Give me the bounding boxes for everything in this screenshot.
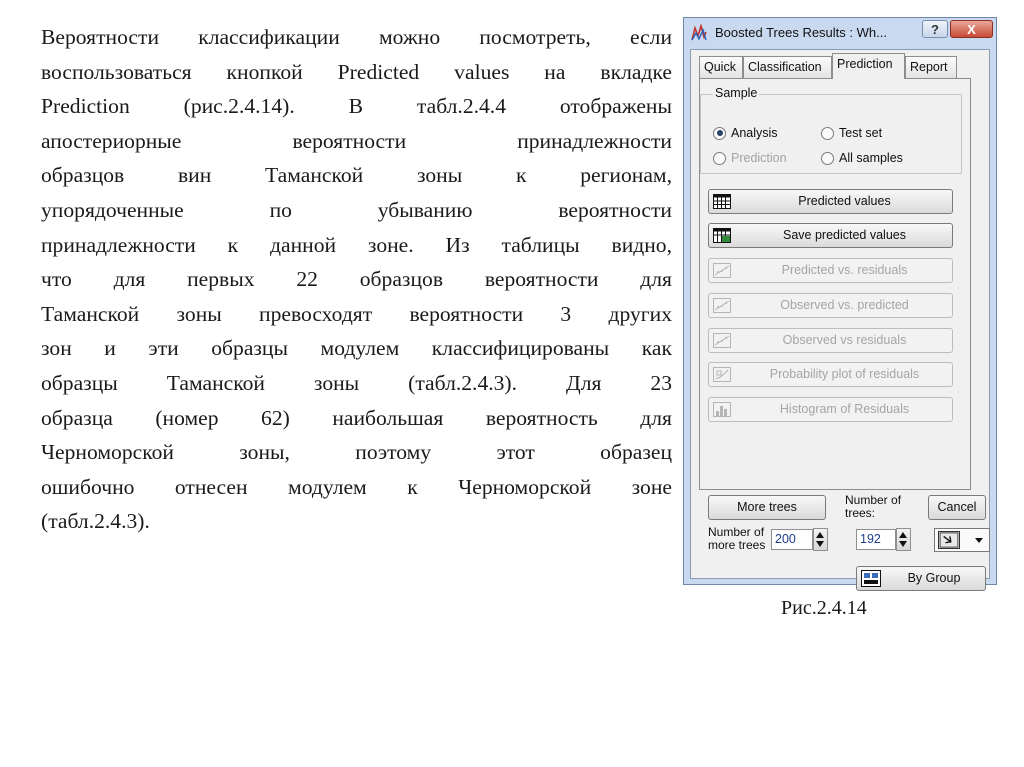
stepper-up-icon [816, 532, 824, 538]
boosted-trees-results-window [683, 17, 997, 585]
number-of-more-trees-label: Number of more trees [708, 525, 766, 552]
paragraph-line: (табл.2.4.3). [41, 509, 150, 534]
paragraph-line: ошибочно отнесен модулем к Черноморской зоне [41, 474, 672, 499]
histogram-of-residuals-button[interactable] [708, 397, 953, 422]
button-label: Probability plot of residuals [769, 367, 920, 381]
observed-vs-predicted-button[interactable] [708, 293, 953, 318]
help-button[interactable]: ? [922, 20, 948, 38]
more-trees-input[interactable]: 200 [771, 529, 813, 550]
options-dropdown[interactable] [934, 528, 990, 552]
histogram-icon [713, 402, 731, 417]
radio-icon [821, 127, 834, 140]
radio-selected-icon [713, 127, 726, 140]
radio-label: Analysis [731, 126, 778, 140]
tab-prediction[interactable]: Prediction [832, 53, 905, 79]
tab-classification[interactable]: Classification [743, 56, 832, 78]
tab-quick[interactable]: Quick [699, 56, 743, 78]
stepper-down-icon [816, 541, 824, 547]
options-menu-icon [938, 531, 960, 549]
paragraph-line: образцов вин Таманской зоны к регионам, [41, 163, 672, 188]
tab-report[interactable]: Report [905, 56, 957, 78]
button-label: Observed vs. predicted [780, 298, 909, 312]
paragraph-line: воспользоваться кнопкой Predicted values на вкладке [41, 59, 672, 84]
by-group-button[interactable] [856, 566, 986, 591]
radio-test-set[interactable] [821, 126, 882, 140]
paragraph-line: что для первых 22 образцов вероятности для [41, 267, 672, 292]
by-group-label: By Group [907, 571, 961, 585]
paragraph-line: зон и эти образцы модулем классифицированы как [41, 336, 672, 361]
button-label: Save predicted values [783, 228, 906, 242]
paragraph-line: принадлежности к данной зоне. Из таблицы видно, [41, 232, 672, 257]
number-of-trees-label: Number of trees: [845, 493, 902, 520]
predicted-values-button[interactable] [708, 189, 953, 214]
paragraph-line: упорядоченные по убыванию вероятности [41, 197, 672, 222]
figure-caption: Рис.2.4.14 [781, 597, 867, 619]
cancel-button[interactable]: Cancel [928, 495, 986, 520]
app-icon [690, 24, 708, 42]
save-table-icon [713, 228, 731, 243]
by-group-icon [861, 570, 881, 587]
radio-all-samples[interactable] [821, 151, 903, 165]
more-trees-button[interactable]: More trees [708, 495, 826, 520]
button-label: Predicted values [798, 194, 891, 208]
table-icon [713, 194, 731, 209]
paragraph-line: образцы Таманской зоны (табл.2.4.3). Для 23 [41, 370, 672, 395]
dialog-client [690, 49, 990, 585]
paragraph-line: Вероятности классификации можно посмотреть, если [41, 25, 672, 49]
stepper-up-icon [899, 532, 907, 538]
radio-label: Prediction [731, 151, 787, 165]
paragraph-line: апостериорные вероятности принадлежности [41, 128, 672, 153]
number-of-trees-stepper[interactable] [896, 528, 911, 551]
window-title: Boosted Trees Results : Wh... [715, 25, 887, 40]
paragraph-line: образца (номер 62) наибольшая вероятность для [41, 405, 672, 430]
predicted-vs-residuals-button[interactable] [708, 258, 953, 283]
scatter-plot-icon [713, 298, 731, 313]
stepper-down-icon [899, 541, 907, 547]
paragraph-line: Черноморской зоны, поэтому этот образец [41, 440, 672, 465]
paragraph-line: Prediction (рис.2.4.14). В табл.2.4.4 отображены [41, 94, 672, 119]
probability-plot-button[interactable] [708, 362, 953, 387]
number-of-trees-input[interactable]: 192 [856, 529, 896, 550]
button-label: Observed vs residuals [782, 333, 907, 347]
scatter-plot-icon [713, 263, 731, 278]
button-label: Predicted vs. residuals [781, 263, 908, 277]
button-label: Histogram of Residuals [779, 402, 910, 416]
title-bar[interactable] [684, 18, 996, 48]
radio-prediction[interactable] [713, 151, 787, 165]
radio-analysis[interactable] [713, 126, 778, 140]
observed-vs-residuals-button[interactable] [708, 328, 953, 353]
radio-icon [713, 152, 726, 165]
sample-group-label: Sample [715, 86, 758, 100]
body-paragraph [41, 20, 672, 539]
more-trees-stepper[interactable] [813, 528, 828, 551]
radio-label: All samples [839, 151, 903, 165]
paragraph-line: Таманской зоны превосходят вероятности 3 других [41, 301, 672, 326]
close-button[interactable]: X [950, 20, 993, 38]
radio-icon [821, 152, 834, 165]
chevron-down-icon [975, 538, 983, 543]
scatter-plot-icon [713, 333, 731, 348]
probability-plot-icon [713, 367, 731, 382]
radio-label: Test set [839, 126, 883, 140]
save-predicted-values-button[interactable] [708, 223, 953, 248]
